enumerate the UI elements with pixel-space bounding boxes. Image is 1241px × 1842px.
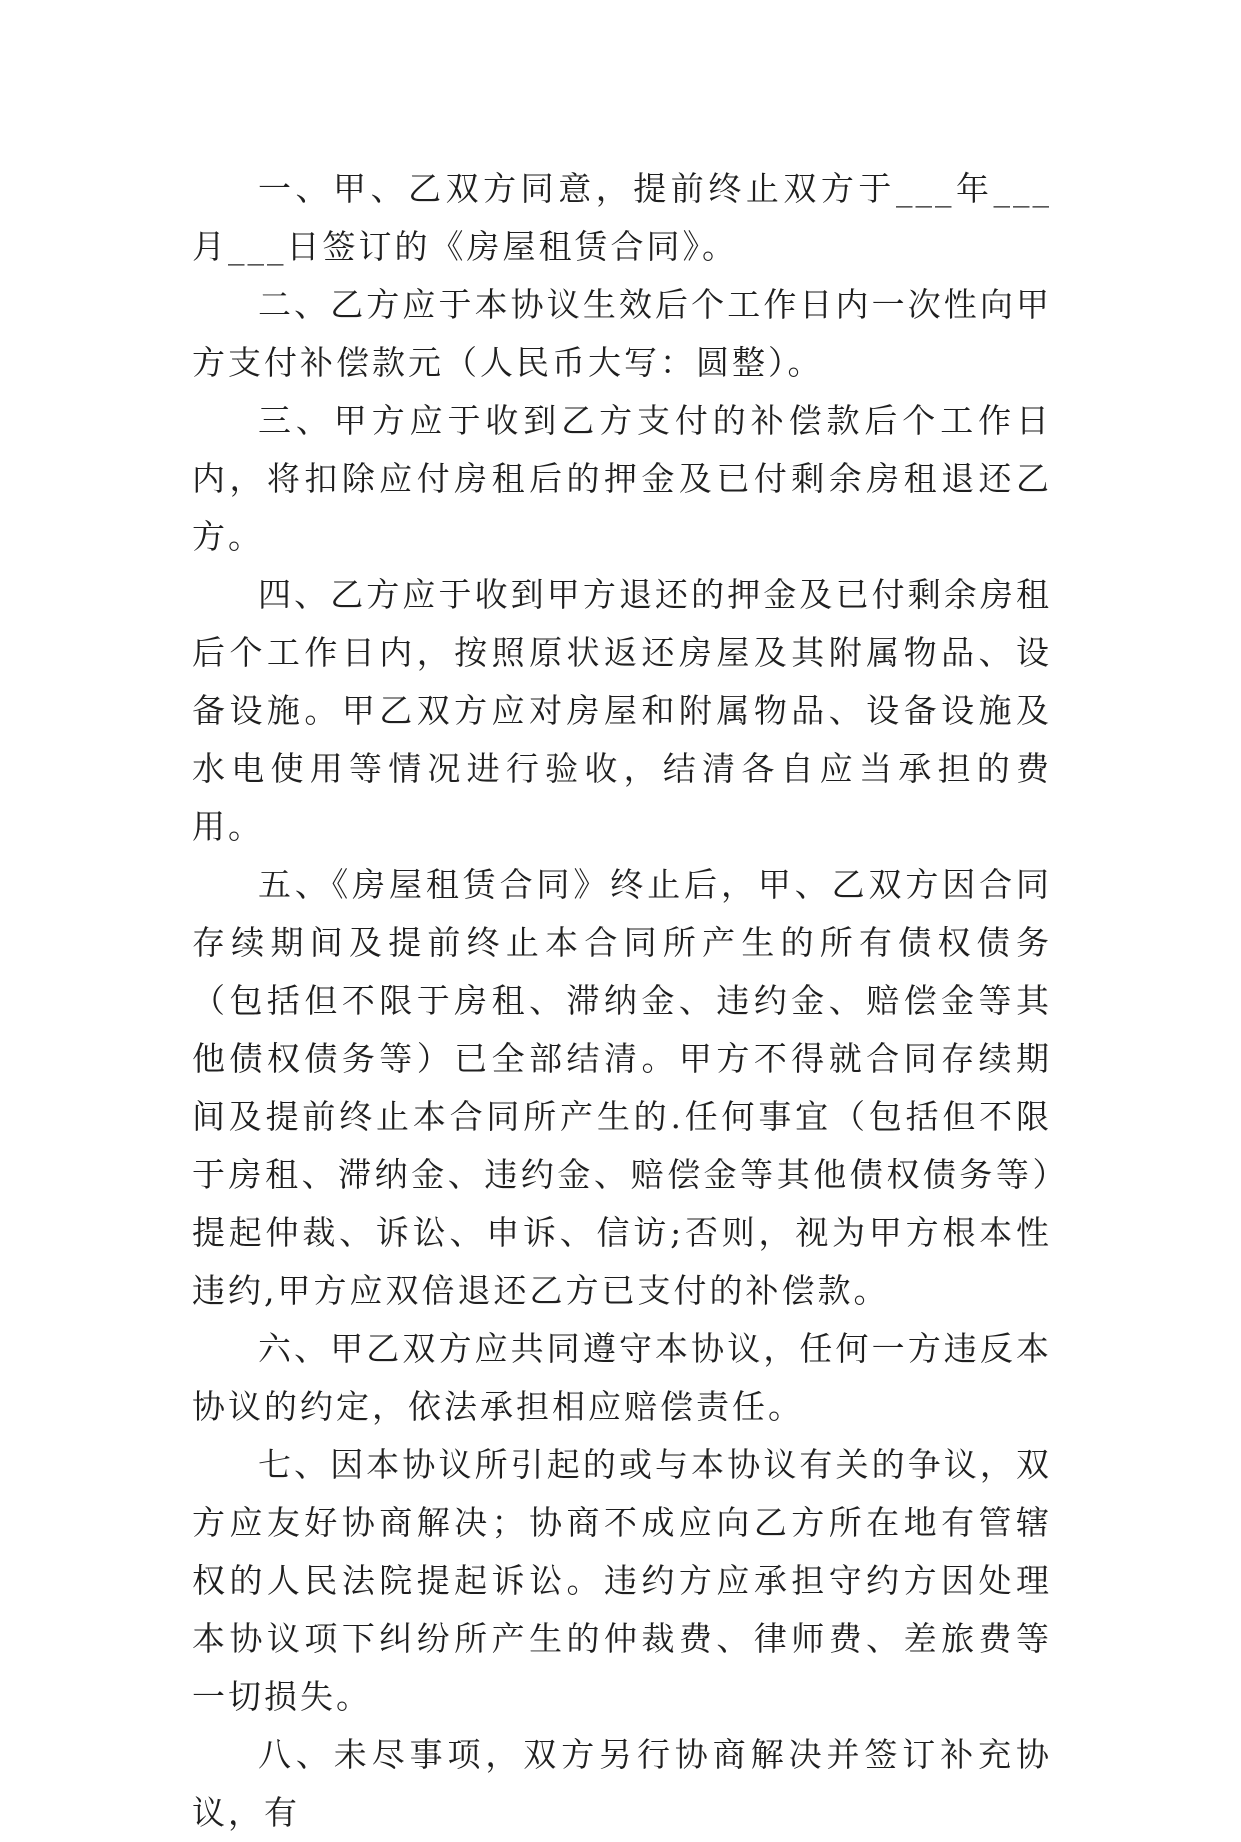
clause-6: 六、甲乙双方应共同遵守本协议，任何一方违反本协议的约定，依法承担相应赔偿责任。 [192, 1329, 1052, 1426]
clause-8: 八、未尽事项，双方另行协商解决并签订补充协议，有 [192, 1735, 1052, 1832]
clause-7: 七、因本协议所引起的或与本协议有关的争议，双方应友好协商解决；协商不成应向乙方所在地有管辖权的人民法院提起诉讼。违约方应承担守约方因处理本协议项下纠纷所产生的仲裁费、律师费、差旅费等一切损失。 [192, 1445, 1052, 1716]
clause-4: 四、乙方应于收到甲方退还的押金及已付剩余房租后个工作日内，按照原状返还房屋及其附属物品、设备设施。甲乙双方应对房屋和附属物品、设备设施及水电使用等情况进行验收，结清各自应当承担的费用。 [192, 575, 1052, 846]
clause-5: 五、《房屋租赁合同》终止后，甲、乙双方因合同存续期间及提前终止本合同所产生的所有债权债务（包括但不限于房租、滞纳金、违约金、赔偿金等其他债权债务等）已全部结清。甲方不得就合同存续期间及提前终止本合同所产生的.任何事宜（包括但不限于房租、滞纳金、违约金、赔偿金等其他债权债务等）提起仲裁、诉讼、申诉、信访;否则，视为甲方根本性违约,甲方应双倍退还乙方已支付的补偿款。 [192, 865, 1052, 1310]
document-body [192, 160, 1052, 1842]
clause-3: 三、甲方应于收到乙方支付的补偿款后个工作日内，将扣除应付房租后的押金及已付剩余房租退还乙方。 [192, 401, 1052, 556]
clause-1: 一、甲、乙双方同意，提前终止双方于___年___月___日签订的《房屋租赁合同》。 [192, 169, 1052, 266]
clause-2: 二、乙方应于本协议生效后个工作日内一次性向甲方支付补偿款元（人民币大写：圆整）。 [192, 285, 1052, 382]
